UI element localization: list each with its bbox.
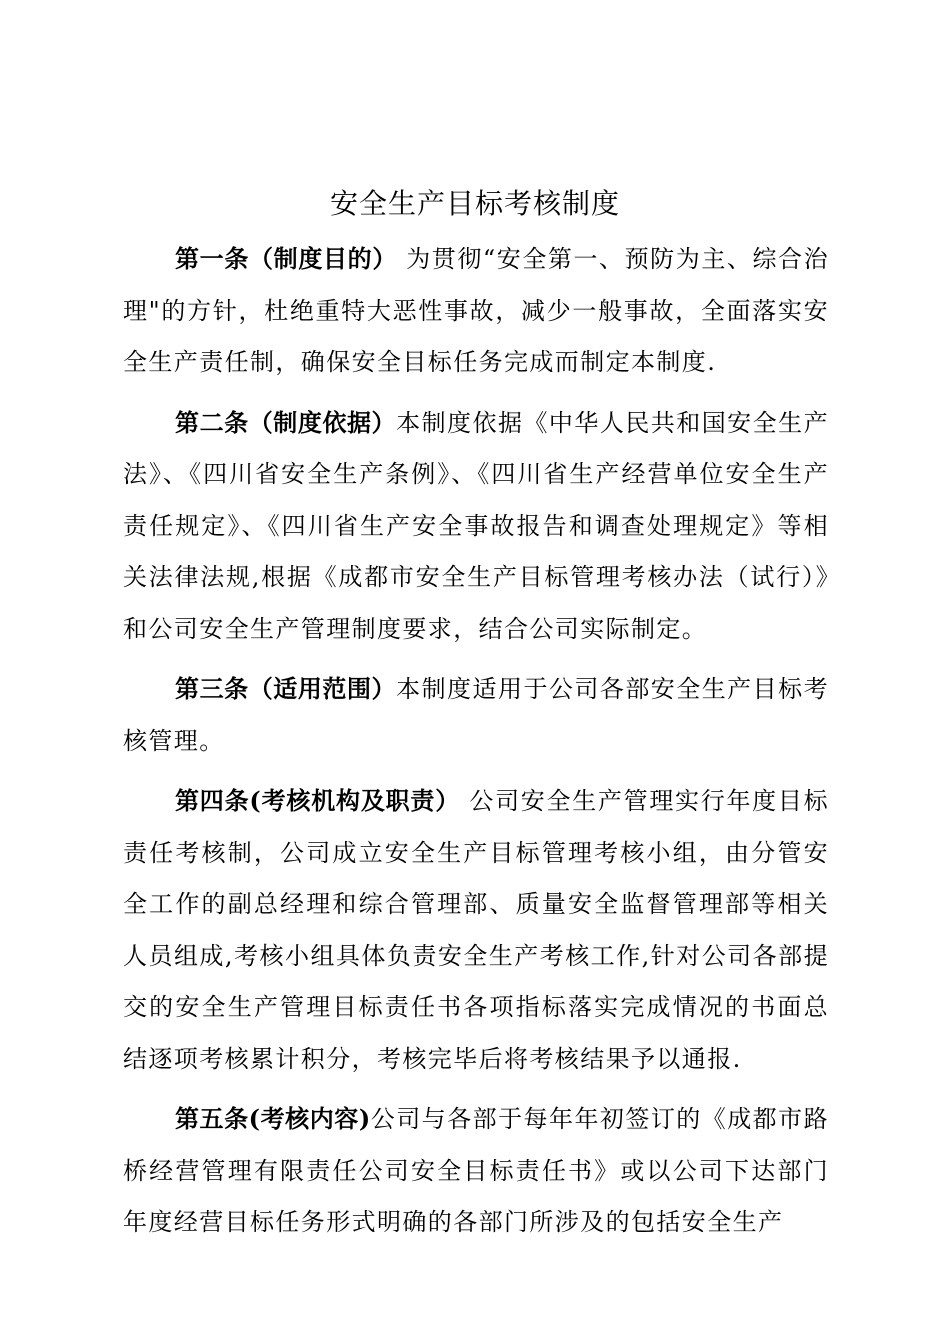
- article-2-heading: 第二条（制度依据）: [175, 407, 397, 437]
- article-5: [123, 1093, 829, 1249]
- document-title: 安全生产目标考核制度: [329, 187, 620, 220]
- article-3-text: 本制度适用于公司各部安全生产目标考核管理。: [123, 675, 829, 755]
- article-2-text: 本制度依据《中华人民共和国安全生产法》、《四川省安全生产条例》、《四川省生产经营单位安全生产责任规定》、《四川省生产安全事故报告和调查处理规定》等相关法律法规,根据《成都市安全生产目标管理考核办法（试行）》和公司安全生产管理制度要求，结合公司实际制定。: [123, 408, 829, 643]
- article-4-heading: 第四条(考核机构及职责）: [175, 786, 461, 815]
- article-2: [123, 397, 829, 656]
- article-3: [123, 663, 829, 767]
- article-4: [123, 775, 829, 1085]
- article-3-heading: 第三条（适用范围）: [175, 674, 397, 703]
- article-5-heading: 第五条(考核内容): [175, 1104, 371, 1133]
- document-body: [123, 233, 829, 1249]
- article-1-heading: 第一条（制度目的）: [175, 244, 398, 273]
- article-1: [123, 233, 829, 389]
- article-4-text: 公司安全生产管理实行年度目标责任考核制，公司成立安全生产目标管理考核小组，由分管安全工作的副总经理和综合管理部、质量安全监督管理部等相关人员组成,考核小组具体负责安全生产考核工作,针对公司各部提交的安全生产管理目标责任书各项指标落实完成情况的书面总结逐项考核累计积分，考核完毕后将考核结果予以通报.: [123, 787, 829, 1073]
- article-1-text: 为贯彻“安全第一、预防为主、综合治理"的方针，杜绝重特大恶性事故，减少一般事故，全面落实安全生产责任制，确保安全目标任务完成而制定本制度.: [123, 245, 829, 376]
- article-5-text: 公司与各部于每年年初签订的《成都市路桥经营管理有限责任公司安全目标责任书》或以公司下达部门年度经营目标任务形式明确的各部门所涉及的包括安全生产: [123, 1105, 829, 1236]
